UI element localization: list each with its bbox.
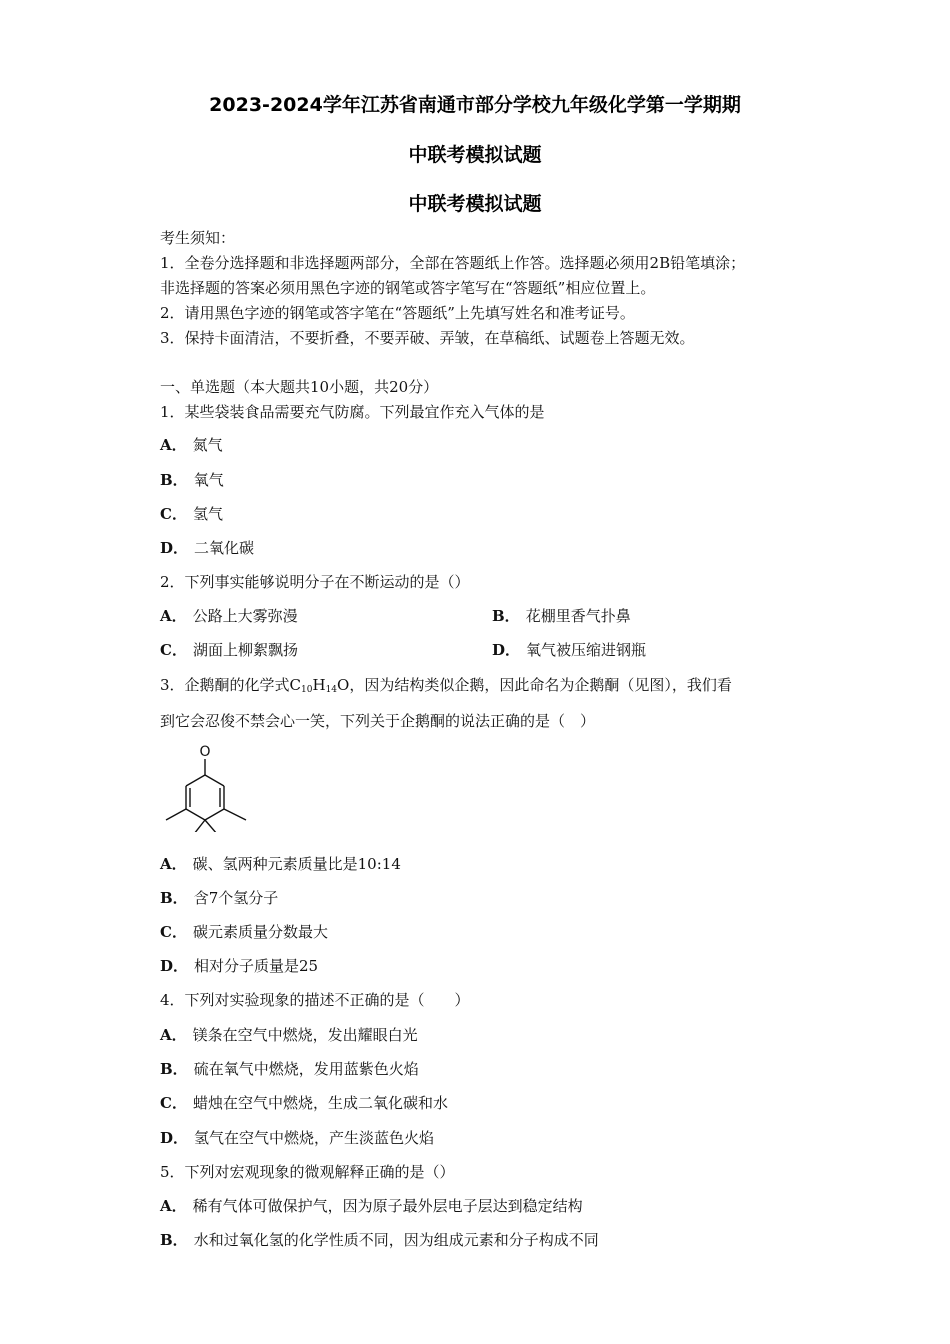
q2-option-b: B． 花棚里香气扑鼻 [492, 607, 631, 625]
notice-item1a: 1．全卷分选择题和非选择题两部分，全部在答题纸上作答。选择题必须用2B铅笔填涂； [160, 254, 746, 272]
q3-option-b: B． 含7个氢分子 [160, 889, 279, 907]
notice-item1b: 非选择题的答案必须用黑色字迹的钢笔或答字笔写在“答题纸”相应位置上。 [160, 279, 656, 297]
q4-stem: 4．下列对实验现象的描述不正确的是（ ） [160, 991, 470, 1009]
q1-option-c: C． 氢气 [160, 505, 223, 523]
svg-text:O: O [199, 744, 211, 760]
section-heading: 一、单选题（本大题共10小题，共20分） [160, 378, 439, 396]
notice-heading: 考生须知： [160, 229, 236, 247]
q4-option-d: D． 氢气在空气中燃烧，产生淡蓝色火焰 [160, 1129, 435, 1147]
notice-item3: 3．保持卡面清洁，不要折叠，不要弄破、弄皱，在草稿纸、试题卷上答题无效。 [160, 329, 695, 347]
q1-option-a: A． 氮气 [160, 436, 223, 454]
q4-option-b: B． 硫在氧气中燃烧，发用蓝紫色火焰 [160, 1060, 419, 1078]
q3-option-d: D． 相对分子质量是25 [160, 957, 319, 975]
q3-option-a: A． 碳、氢两种元素质量比是10:14 [160, 855, 401, 873]
q5-option-b: B． 水和过氧化氢的化学性质不同，因为组成元素和分子构成不同 [160, 1231, 599, 1249]
q1-option-b: B． 氧气 [160, 471, 224, 489]
q3-option-c: C． 碳元素质量分数最大 [160, 923, 328, 941]
q3-formula: $C_{10}H_{14}O$ [289, 676, 350, 695]
exam-title-line3: 中联考模拟试题 [408, 193, 542, 215]
q3-stem-line2: 到它会忍俊不禁会心一笑，下列关于企鹅酮的说法正确的是（ ） [160, 712, 596, 730]
q4-option-c: C． 蜡烛在空气中燃烧，生成二氧化碳和水 [160, 1094, 448, 1112]
notice-item2: 2．请用黑色字迹的钢笔或答字笔在“答题纸”上先填写姓名和准考证号。 [160, 304, 635, 322]
penguinone-structure [160, 742, 260, 832]
q1-stem: 1．某些袋装食品需要充气防腐。下列最宜作充入气体的是 [160, 403, 545, 421]
q2-stem: 2．下列事实能够说明分子在不断运动的是（） [160, 573, 470, 591]
q1-option-d: D． 二氧化碳 [160, 539, 255, 557]
exam-title-line2: 中联考模拟试题 [408, 144, 542, 166]
q2-option-d: D． 氧气被压缩进钢瓶 [492, 641, 647, 659]
q2-option-a: A． 公路上大雾弥漫 [160, 607, 298, 625]
q2-option-c: C． 湖面上柳絮飘扬 [160, 641, 298, 659]
exam-title-line1: 2023-2024学年江苏省南通市部分学校九年级化学第一学期期 [209, 94, 741, 116]
q3-stem-line1: 3．企鹅酮的化学式$C_{10}H_{14}O$，因为结构类似企鹅，因此命名为企鹅酮（见图），我们看 [160, 676, 732, 695]
q5-option-a: A． 稀有气体可做保护气，因为原子最外层电子层达到稳定结构 [160, 1197, 583, 1215]
q4-option-a: A． 镁条在空气中燃烧，发出耀眼白光 [160, 1026, 418, 1044]
q5-stem: 5．下列对宏观现象的微观解释正确的是（） [160, 1163, 455, 1181]
